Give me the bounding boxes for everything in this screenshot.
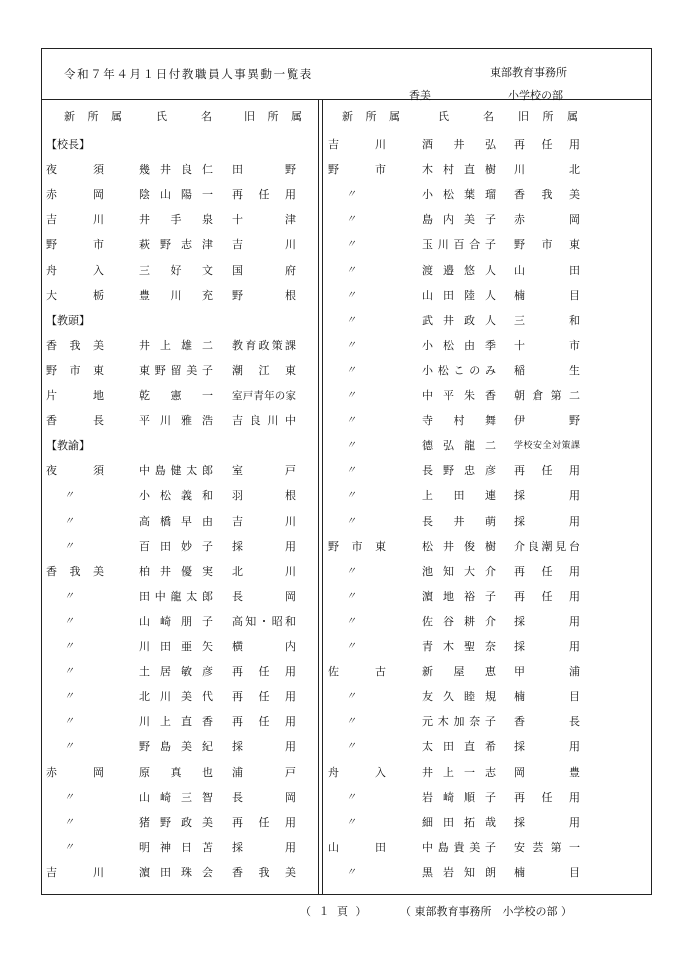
old-affiliation: 採用 xyxy=(514,489,580,503)
person-name: 長野忠彦 xyxy=(422,464,496,478)
new-affiliation: 〃 xyxy=(346,515,356,527)
table-row xyxy=(328,789,646,807)
old-affiliation: 再任用 xyxy=(232,188,296,202)
table-row xyxy=(328,462,646,480)
table-row xyxy=(328,136,646,154)
table-row xyxy=(328,236,646,254)
new-affiliation: 〃 xyxy=(64,816,74,828)
new-affiliation: 〃 xyxy=(346,565,356,577)
new-affiliation: 舟入 xyxy=(46,263,104,277)
old-affiliation: 室戸青年の家 xyxy=(232,390,296,402)
old-affiliation: 北川 xyxy=(232,564,296,578)
old-affiliation: 高知・昭和 xyxy=(232,614,296,628)
old-affiliation: 再任用 xyxy=(514,589,580,603)
table-row xyxy=(328,412,646,430)
person-name: 萩野志津 xyxy=(139,238,213,252)
person-name: 田中龍太郎 xyxy=(139,589,213,603)
table-row xyxy=(46,287,316,305)
table-row xyxy=(46,513,316,531)
header-name: 氏名 xyxy=(438,110,494,123)
table-row xyxy=(328,638,646,656)
old-affiliation: 楠目 xyxy=(514,690,580,704)
person-name: 山崎三智 xyxy=(139,790,213,804)
new-affiliation: 〃 xyxy=(346,641,356,652)
new-affiliation: 〃 xyxy=(64,590,74,602)
new-affiliation: 〃 xyxy=(64,741,74,753)
left-column-header xyxy=(46,108,316,126)
old-affiliation: 採用 xyxy=(514,640,580,653)
old-affiliation: 十市 xyxy=(514,338,580,352)
old-affiliation: 香我美 xyxy=(232,865,296,879)
column-divider-2 xyxy=(322,99,323,895)
old-affiliation: 長岡 xyxy=(232,790,296,804)
category-row xyxy=(46,312,316,330)
table-row xyxy=(46,789,316,807)
person-name: 乾憲一 xyxy=(139,389,213,402)
old-affiliation: 採用 xyxy=(232,740,296,754)
old-affiliation: 再任用 xyxy=(514,138,580,151)
table-row xyxy=(328,186,646,204)
old-affiliation: 吉川 xyxy=(232,238,296,252)
header-old-affiliation: 旧所属 xyxy=(518,110,578,123)
old-affiliation: 国府 xyxy=(232,263,296,277)
table-row xyxy=(46,538,316,556)
table-row xyxy=(328,613,646,631)
person-name: 玉川百合子 xyxy=(422,238,496,252)
person-name: 東野留美子 xyxy=(139,363,213,377)
old-affiliation: 再任用 xyxy=(514,790,580,804)
new-affiliation: 〃 xyxy=(346,465,356,477)
new-affiliation: 夜須 xyxy=(46,464,104,478)
table-row xyxy=(46,211,316,229)
new-affiliation: 山田 xyxy=(328,840,386,854)
category-row xyxy=(46,136,316,154)
person-name: 猪野政美 xyxy=(139,815,213,829)
table-row xyxy=(328,362,646,380)
new-affiliation: 〃 xyxy=(346,289,356,301)
header-old-affiliation: 旧所属 xyxy=(244,110,302,123)
person-name: 土居敏彦 xyxy=(139,665,213,679)
new-affiliation: 〃 xyxy=(346,390,356,401)
table-row xyxy=(46,262,316,280)
person-name: 武井政人 xyxy=(422,313,496,327)
new-affiliation: 〃 xyxy=(346,741,356,753)
new-affiliation: 〃 xyxy=(346,415,356,427)
new-affiliation: 野市東 xyxy=(328,539,386,553)
new-affiliation: 吉川 xyxy=(46,865,104,879)
new-affiliation: 佐古 xyxy=(328,665,386,679)
person-name: 德弘龍二 xyxy=(422,439,496,453)
person-name: 三好文 xyxy=(139,263,213,277)
person-name: 佐谷耕介 xyxy=(422,614,496,628)
region-name: 香美 xyxy=(409,89,431,102)
table-row xyxy=(46,713,316,731)
old-affiliation: 再任用 xyxy=(232,815,296,829)
new-affiliation: 〃 xyxy=(64,716,74,728)
table-row xyxy=(328,262,646,280)
new-affiliation: 吉川 xyxy=(328,138,386,151)
person-name: 柏井優実 xyxy=(139,564,213,578)
person-name: 野島美紀 xyxy=(139,740,213,754)
old-affiliation: 安芸第一 xyxy=(514,840,580,854)
new-affiliation: 赤岡 xyxy=(46,188,104,202)
table-row xyxy=(46,864,316,882)
person-name: 島内美子 xyxy=(422,213,496,227)
person-name: 明神日苫 xyxy=(139,840,213,854)
table-row xyxy=(46,362,316,380)
new-affiliation: 舟入 xyxy=(328,765,386,779)
person-name: 川上直香 xyxy=(139,715,213,729)
table-row xyxy=(328,588,646,606)
table-row xyxy=(46,663,316,681)
table-row xyxy=(328,688,646,706)
old-affiliation: 再任用 xyxy=(514,564,580,578)
table-row xyxy=(328,487,646,505)
footer-note: （ 東部教育事務所 小学校の部 ） xyxy=(400,905,572,918)
new-affiliation: 〃 xyxy=(64,490,74,502)
table-row xyxy=(328,663,646,681)
person-name: 高橋早由 xyxy=(139,514,213,528)
new-affiliation: 〃 xyxy=(346,189,356,201)
table-row xyxy=(46,236,316,254)
person-name: 渡邉悠人 xyxy=(422,263,496,277)
person-name: 元木加奈子 xyxy=(422,715,496,729)
person-name: 池知大介 xyxy=(422,564,496,578)
person-name: 濵田珠会 xyxy=(139,865,213,879)
person-name: 豊川充 xyxy=(139,288,213,302)
new-affiliation: 夜須 xyxy=(46,163,104,177)
new-affiliation: 〃 xyxy=(346,264,356,276)
person-name: 中島貴美子 xyxy=(422,840,496,854)
column-divider-1 xyxy=(318,99,319,895)
person-name: 木村直樹 xyxy=(422,163,496,177)
person-name: 平川雅浩 xyxy=(139,414,213,428)
old-affiliation: 介良潮見台 xyxy=(514,539,580,553)
person-name: 岩崎順子 xyxy=(422,790,496,804)
table-row xyxy=(46,412,316,430)
table-row xyxy=(328,563,646,581)
person-name: 小松このみ xyxy=(422,363,496,377)
old-affiliation: 学校安全対策課 xyxy=(514,441,580,452)
new-affiliation: 香我美 xyxy=(46,564,104,578)
person-name: 新屋恵 xyxy=(422,665,496,679)
header-new-affiliation: 新所属 xyxy=(64,110,122,123)
new-affiliation: 〃 xyxy=(64,666,74,678)
old-affiliation: 採用 xyxy=(514,614,580,628)
person-name: 細田拓哉 xyxy=(422,815,496,829)
new-affiliation: 香我美 xyxy=(46,338,104,352)
person-name: 小松義和 xyxy=(139,489,213,503)
person-name: 山田陸人 xyxy=(422,288,496,302)
table-row xyxy=(328,211,646,229)
old-affiliation: 野市東 xyxy=(514,238,580,252)
table-row xyxy=(328,287,646,305)
table-row xyxy=(328,312,646,330)
category-label: 【教諭】 xyxy=(46,439,90,453)
old-affiliation: 楠目 xyxy=(514,288,580,302)
header-name: 氏名 xyxy=(156,110,212,123)
person-name: 酒井弘 xyxy=(422,138,496,151)
table-row xyxy=(328,814,646,832)
old-affiliation: 楠目 xyxy=(514,865,580,879)
table-row xyxy=(46,688,316,706)
old-affiliation: 室戸 xyxy=(232,464,296,478)
new-affiliation: 野市東 xyxy=(46,363,104,377)
new-affiliation: 〃 xyxy=(346,339,356,351)
person-name: 北川美代 xyxy=(139,690,213,704)
table-row xyxy=(328,387,646,405)
table-row xyxy=(46,613,316,631)
new-affiliation: 〃 xyxy=(64,540,74,552)
table-row xyxy=(46,161,316,179)
new-affiliation: 片地 xyxy=(46,389,104,402)
old-affiliation: 採用 xyxy=(232,840,296,854)
document-title: 令和７年４月１日付教職員人事異動一覧表 xyxy=(64,67,313,81)
old-affiliation: 甲浦 xyxy=(514,665,580,679)
old-affiliation: 十津 xyxy=(232,213,296,227)
old-affiliation: 教育政策課 xyxy=(232,338,296,352)
old-affiliation: 羽根 xyxy=(232,489,296,503)
old-affiliation: 再任用 xyxy=(514,464,580,478)
old-affiliation: 採用 xyxy=(514,740,580,754)
old-affiliation: 再任用 xyxy=(232,665,296,679)
category-label: 【教頭】 xyxy=(46,313,90,327)
table-row xyxy=(46,738,316,756)
person-name: 松井俊樹 xyxy=(422,539,496,553)
person-name: 上田連 xyxy=(422,489,496,503)
table-row xyxy=(46,588,316,606)
new-affiliation: 吉川 xyxy=(46,213,104,227)
new-affiliation: 〃 xyxy=(346,364,356,376)
person-name: 山崎朋子 xyxy=(139,614,213,628)
table-row xyxy=(46,563,316,581)
new-affiliation: 〃 xyxy=(346,791,356,803)
person-name: 太田直希 xyxy=(422,740,496,754)
new-affiliation: 赤岡 xyxy=(46,765,104,779)
person-name: 中平朱香 xyxy=(422,389,496,402)
new-affiliation: 〃 xyxy=(346,816,356,828)
table-row xyxy=(328,337,646,355)
new-affiliation: 〃 xyxy=(64,691,74,703)
person-name: 井上一志 xyxy=(422,765,496,779)
new-affiliation: 〃 xyxy=(346,314,356,326)
office-name: 東部教育事務所 xyxy=(490,66,567,79)
person-name: 川田亜矢 xyxy=(139,640,213,653)
old-affiliation: 朝倉第二 xyxy=(514,389,580,402)
person-name: 小松葉瑠 xyxy=(422,188,496,202)
new-affiliation: 〃 xyxy=(346,866,356,878)
old-affiliation: 横内 xyxy=(232,640,296,653)
old-affiliation: 吉良川中 xyxy=(232,414,296,428)
new-affiliation: 〃 xyxy=(64,641,74,652)
table-row xyxy=(328,864,646,882)
table-row xyxy=(328,764,646,782)
old-affiliation: 長岡 xyxy=(232,589,296,603)
table-row xyxy=(328,161,646,179)
new-affiliation: 〃 xyxy=(346,716,356,728)
category-label: 【校長】 xyxy=(46,138,90,151)
new-affiliation: 野市 xyxy=(328,163,386,177)
table-row xyxy=(328,839,646,857)
old-affiliation: 川北 xyxy=(514,163,580,177)
person-name: 幾井良仁 xyxy=(139,163,213,177)
new-affiliation: 香長 xyxy=(46,414,104,428)
old-affiliation: 田野 xyxy=(232,163,296,177)
table-row xyxy=(328,713,646,731)
person-name: 青木聖奈 xyxy=(422,640,496,653)
new-affiliation: 〃 xyxy=(346,214,356,226)
old-affiliation: 野根 xyxy=(232,288,296,302)
old-affiliation: 採用 xyxy=(514,514,580,528)
table-row xyxy=(46,462,316,480)
new-affiliation: 野市 xyxy=(46,238,104,252)
old-affiliation: 採用 xyxy=(514,815,580,829)
person-name: 中島健太郎 xyxy=(139,464,213,478)
new-affiliation: 〃 xyxy=(64,615,74,627)
table-row xyxy=(46,487,316,505)
table-row xyxy=(46,814,316,832)
new-affiliation: 〃 xyxy=(346,590,356,602)
category-row xyxy=(46,437,316,455)
page-number: （ １ 頁 ） xyxy=(300,905,369,918)
person-name: 原真也 xyxy=(139,765,213,779)
section-name: 小学校の部 xyxy=(508,89,563,102)
table-row xyxy=(328,738,646,756)
person-name: 百田妙子 xyxy=(139,539,213,553)
person-name: 友久睦規 xyxy=(422,690,496,704)
new-affiliation: 〃 xyxy=(346,440,356,452)
old-affiliation: 香我美 xyxy=(514,188,580,202)
person-name: 長井萌 xyxy=(422,514,496,528)
table-row xyxy=(328,513,646,531)
table-row xyxy=(46,839,316,857)
header-new-affiliation: 新所属 xyxy=(342,110,400,123)
old-affiliation: 岡豊 xyxy=(514,765,580,779)
old-affiliation: 稲生 xyxy=(514,363,580,377)
person-name: 寺村舞 xyxy=(422,414,496,428)
table-row xyxy=(46,764,316,782)
old-affiliation: 再任用 xyxy=(232,690,296,704)
table-row xyxy=(328,437,646,455)
new-affiliation: 〃 xyxy=(346,239,356,251)
person-name: 小松由季 xyxy=(422,338,496,352)
old-affiliation: 伊野 xyxy=(514,414,580,428)
table-row xyxy=(46,186,316,204)
new-affiliation: 〃 xyxy=(346,691,356,703)
table-row xyxy=(328,538,646,556)
person-name: 井手泉 xyxy=(139,213,213,227)
new-affiliation: 大栃 xyxy=(46,288,104,302)
person-name: 黒岩知朗 xyxy=(422,865,496,879)
person-name: 濵地裕子 xyxy=(422,589,496,603)
person-name: 陰山陽一 xyxy=(139,188,213,202)
table-row xyxy=(46,387,316,405)
old-affiliation: 吉川 xyxy=(232,514,296,528)
old-affiliation: 山田 xyxy=(514,263,580,277)
old-affiliation: 三和 xyxy=(514,313,580,327)
old-affiliation: 採用 xyxy=(232,539,296,553)
new-affiliation: 〃 xyxy=(64,791,74,803)
new-affiliation: 〃 xyxy=(346,490,356,502)
table-row xyxy=(46,638,316,656)
old-affiliation: 潮江東 xyxy=(232,363,296,377)
old-affiliation: 浦戸 xyxy=(232,765,296,779)
right-column-header xyxy=(328,108,646,126)
old-affiliation: 再任用 xyxy=(232,715,296,729)
new-affiliation: 〃 xyxy=(346,615,356,627)
new-affiliation: 〃 xyxy=(64,841,74,853)
old-affiliation: 赤岡 xyxy=(514,213,580,227)
table-row xyxy=(46,337,316,355)
new-affiliation: 〃 xyxy=(64,515,74,527)
old-affiliation: 香長 xyxy=(514,715,580,729)
person-name: 井上雄二 xyxy=(139,338,213,352)
